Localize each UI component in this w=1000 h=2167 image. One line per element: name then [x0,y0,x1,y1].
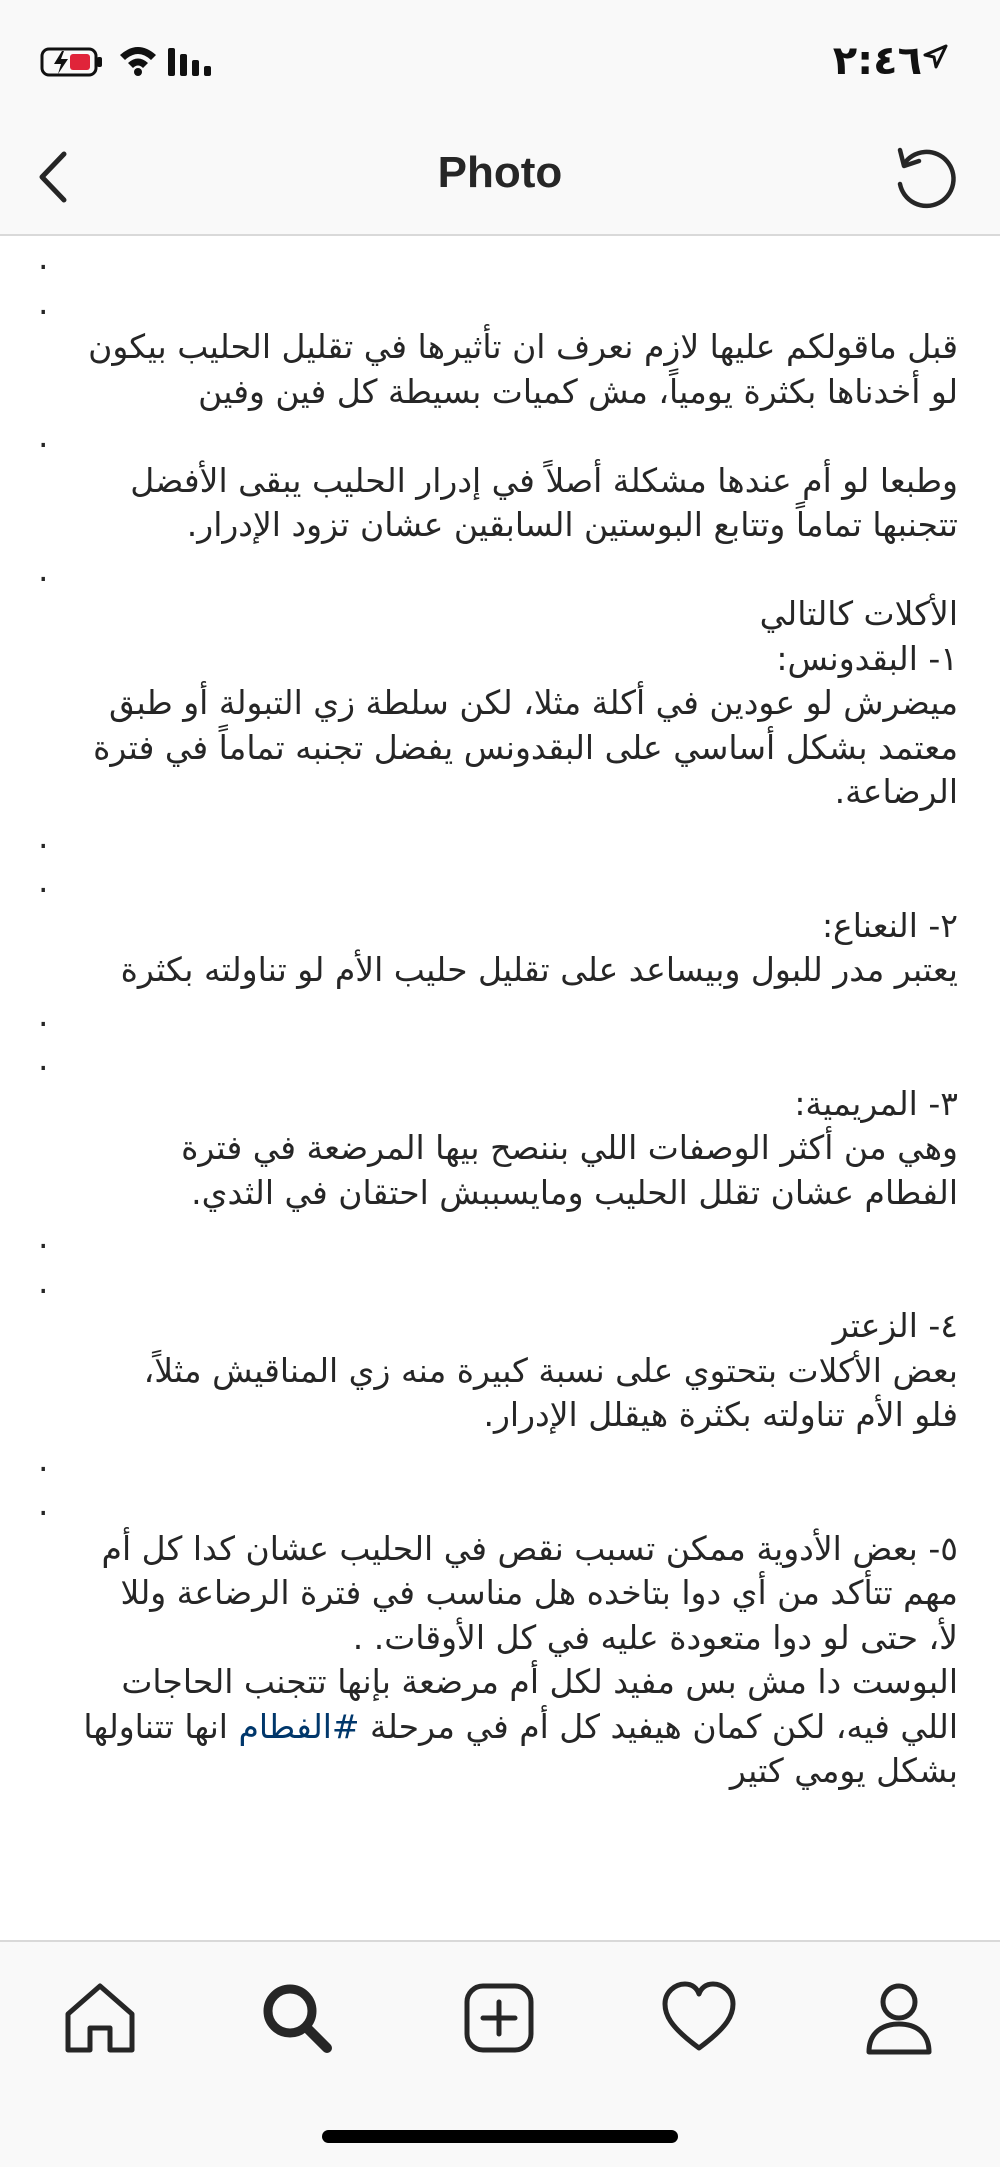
caption-line: قبل ماقولكم عليها لازم نعرف ان تأثيرها في تقليل الحليب بيكون [88,327,958,366]
activity-heart-icon[interactable] [659,1978,739,2058]
refresh-icon[interactable] [890,142,962,214]
caption-line: . [38,861,49,900]
caption-line: تتجنبها تماماً وتتابع البوستين السابقين عشان تزود الإدرار. [186,505,958,544]
caption-line: . [38,1039,49,1078]
home-icon[interactable] [60,1978,140,2058]
profile-icon[interactable] [859,1978,939,2058]
home-indicator[interactable] [322,2130,678,2143]
new-post-icon[interactable] [459,1978,539,2058]
caption-line: لو أخدناها بكثرة يومياً، مش كميات بسيطة كل فين وفين [198,371,958,411]
caption-line: وطبعا لو أم عندها مشكلة أصلاً في إدرار الحليب يبقى الأفضل [130,460,958,500]
caption-line: . [38,1217,49,1256]
caption-line: ميضرش لو عودين في أكلة مثلا، لكن سلطة زي التبولة أو طبق [108,683,958,722]
caption-line: . [38,238,49,277]
caption-line: . [38,1484,49,1523]
caption-line: بعض الأكلات بتحتوي على نسبة كبيرة منه زي المناقيش مثلاً، [143,1350,958,1390]
caption-line: . [38,1439,49,1479]
bottom-tab-bar [0,1940,1000,2167]
location-arrow-icon [922,44,948,74]
caption-line: الأكلات كالتالي [759,594,958,633]
caption-line: البوست دا مش بس مفيد لكل أم مرضعة بإنها تتجنب الحاجات [121,1662,958,1701]
caption-line: ١- البقدونس: [776,638,958,678]
caption-line: ٤- الزعتر [832,1306,958,1345]
page-title: Photo [437,148,563,197]
caption-line: . [38,816,49,856]
caption-line: . [38,1261,49,1301]
navigation-bar [0,120,1000,236]
search-icon[interactable] [257,1978,337,2058]
caption-line: الرضاعة. [834,772,958,811]
caption-line: . [38,282,49,322]
caption-text: انها تتناولها [83,1706,239,1746]
status-time: ٢:٤٦ [832,38,922,84]
caption-line: وهي من أكثر الوصفات اللي بننصح بيها المرضعة في فترة [181,1128,958,1167]
caption-line: مهم تتأكد من أي دوا بتاخده هل مناسب في فترة الرضاعة وللا [120,1573,958,1612]
caption-line: ٢- النعناع: [821,905,958,945]
battery-charging-icon [40,46,104,82]
caption-line: لأ، حتى لو دوا متعودة عليه في كل الأوقات. . [352,1617,958,1657]
status-bar [0,0,1000,120]
caption-line: ٣- المريمية: [794,1083,958,1123]
post-caption [38,236,958,1794]
hashtag-link[interactable]: #الفطام [238,1706,360,1746]
caption-line: ٥- بعض الأدوية ممكن تسبب نقص في الحليب عشان كدا كل أم [101,1528,958,1568]
caption-line-with-hashtag [38,1705,958,1750]
caption-line: معتمد بشكل أساسي على البقدونس يفضل تجنبه تماماً في فترة [93,727,958,767]
caption-line: بشكل يومي كتير [729,1751,958,1790]
caption-line: الفطام عشان تقلل الحليب ومايسببش احتقان في الثدي. [191,1172,958,1212]
caption-line: يعتبر مدر للبول وبيساعد على تقليل حليب الأم لو تناولته بكثرة [120,950,958,989]
caption-text: اللي فيه، لكن كمان هيفيد كل أم في مرحلة [359,1706,958,1746]
wifi-icon [118,44,158,80]
signal-icon [168,48,216,80]
caption-line: فلو الأم تناولته بكثرة هيقلل الإدرار. [483,1395,958,1434]
caption-line: . [38,549,49,589]
caption-line: . [38,416,49,455]
caption-line: . [38,994,49,1034]
